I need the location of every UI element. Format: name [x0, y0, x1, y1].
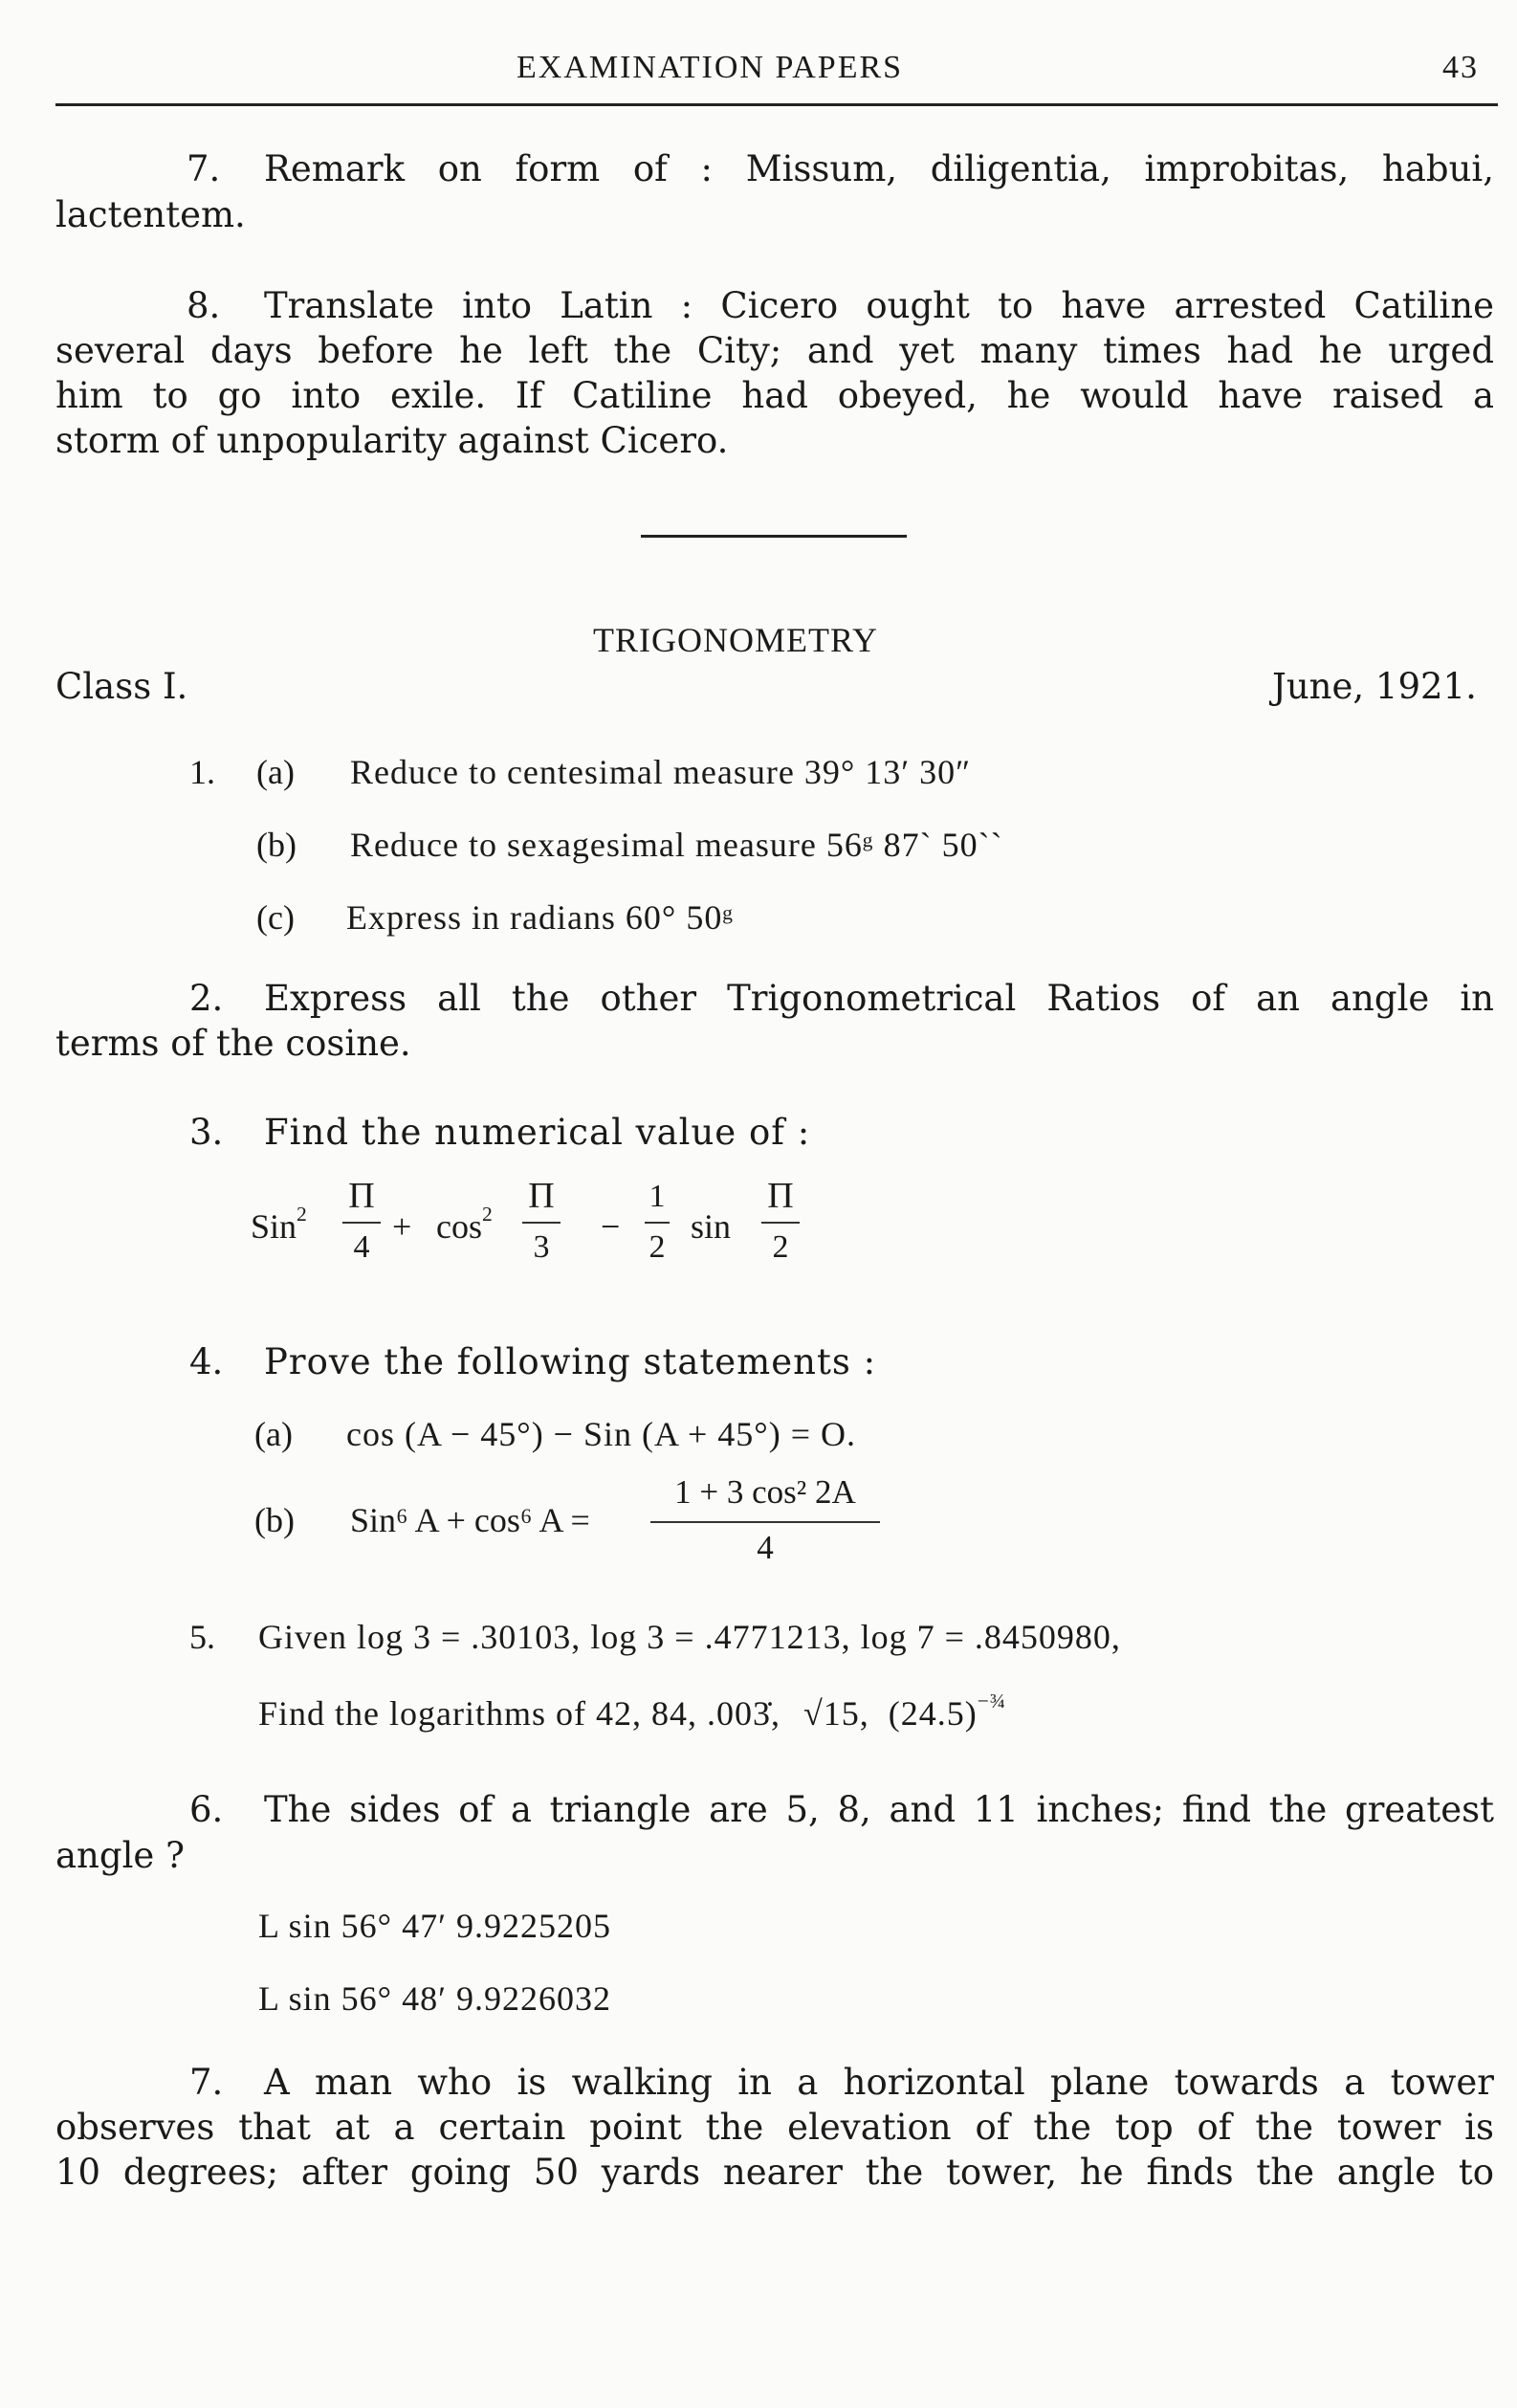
q6-table-row-1: L sin 56° 47′ 9.9225205	[258, 1907, 611, 1945]
page-number: 43	[1442, 50, 1479, 85]
q4-number: 4.	[189, 1341, 224, 1382]
q2-line2: terms of the cosine.	[55, 1023, 411, 1064]
q3-frac3-bar	[645, 1222, 670, 1224]
latin-q8-number: 8.	[187, 285, 221, 326]
q4-text: Prove the following statements :	[264, 1341, 877, 1382]
q4b-label: (b)	[254, 1501, 295, 1539]
latin-q8-line1: Translate into Latin : Cicero ought to have arrested Catiline	[264, 285, 1494, 326]
class-label: Class I.	[55, 666, 188, 707]
q3-cos-label: cos	[436, 1207, 482, 1246]
q3-number: 3.	[189, 1112, 224, 1153]
q2-number: 2.	[189, 978, 224, 1019]
q3-sin-term: sin	[691, 1207, 732, 1246]
q3-sin-label: Sin	[251, 1207, 297, 1246]
q2-line1: Express all the other Trigonometrical Ratios of an angle in	[264, 978, 1494, 1019]
latin-q8-line3: him to go into exile. If Catiline had obeyed, he would have raised a	[55, 375, 1494, 416]
q7-number: 7.	[189, 2062, 224, 2103]
q3-frac3-denominator: 2	[649, 1229, 666, 1265]
q5-given-line: Given log 3 = .30103, log 3 = .4771213, log 7 = .8450980,	[258, 1618, 1121, 1656]
q5-power-exponent: −¾	[977, 1690, 1007, 1712]
q5-number: 5.	[189, 1618, 215, 1656]
q4b-lhs: Sin⁶ A + cos⁶ A =	[350, 1501, 590, 1539]
q3-frac1-numerator: Π	[348, 1176, 375, 1216]
q3-frac3-numerator: 1	[649, 1179, 666, 1214]
q3-text: Find the numerical value of :	[264, 1112, 811, 1153]
section-divider	[641, 535, 907, 538]
q4a-label: (a)	[254, 1415, 293, 1453]
section-title: TRIGONOMETRY	[593, 621, 878, 659]
q1a-label: (a)	[256, 753, 295, 791]
q6-table-row-2: L sin 56° 48′ 9.9226032	[258, 1979, 611, 2018]
q4b-denominator: 4	[757, 1529, 774, 1566]
q3-frac1-bar	[342, 1222, 381, 1224]
q7-line1: A man who is walking in a horizontal plane towards a tower	[264, 2062, 1494, 2103]
q3-frac4-denominator: 2	[772, 1229, 789, 1265]
latin-q8-line2: several days before he left the City; and yet many times had he urged	[55, 330, 1494, 371]
header-rule	[55, 103, 1498, 106]
q6-line1: The sides of a triangle are 5, 8, and 11 inches; find the greatest	[264, 1789, 1494, 1830]
q3-frac1-denominator: 4	[353, 1229, 370, 1265]
q1-number: 1.	[189, 753, 215, 791]
latin-q8-line4: storm of unpopularity against Cicero.	[55, 420, 729, 461]
latin-q7-line1: Remark on form of : Missum, diligentia, improbitas, habui,	[264, 148, 1494, 189]
q4b-fraction-bar	[650, 1521, 880, 1523]
exam-date: June, 1921.	[1272, 666, 1477, 707]
q3-frac2-numerator: Π	[528, 1176, 555, 1216]
q5-power: (24.5)	[888, 1694, 978, 1733]
q5-root: √15,	[802, 1694, 869, 1733]
q1b-label: (b)	[256, 826, 297, 864]
q3-minus-sign: −	[601, 1207, 621, 1246]
q5-find-line	[258, 1690, 1007, 1734]
q3-frac4-bar	[761, 1222, 800, 1224]
latin-q7-number: 7.	[187, 148, 221, 189]
q1a-text: Reduce to centesimal measure 39° 13′ 30″	[350, 753, 972, 791]
q6-line2: angle ?	[55, 1835, 185, 1876]
latin-q7-line2: lactentem.	[55, 194, 246, 235]
q1c-label: (c)	[256, 898, 295, 937]
q3-plus-sign: +	[392, 1207, 412, 1246]
q6-number: 6.	[189, 1789, 224, 1830]
q3-cos-exponent: 2	[482, 1203, 493, 1226]
q7-line3: 10 degrees; after going 50 yards nearer the tower, he finds the angle to	[55, 2152, 1494, 2193]
q5-find-text: Find the logarithms of 42, 84, .003̇,	[258, 1694, 780, 1733]
q4a-text: cos (A − 45°) − Sin (A + 45°) = O.	[346, 1415, 856, 1453]
q1b-text: Reduce to sexagesimal measure 56ᵍ 87` 50``	[350, 826, 1003, 864]
q3-frac2-denominator: 3	[533, 1229, 550, 1265]
running-header-title: EXAMINATION PAPERS	[517, 50, 904, 85]
q7-line2: observes that at a certain point the elevation of the top of the tower is	[55, 2107, 1494, 2148]
q3-sin-exponent: 2	[297, 1203, 307, 1226]
q4b-numerator: 1 + 3 cos² 2A	[674, 1473, 856, 1511]
q3-frac2-bar	[522, 1222, 561, 1224]
q1c-text: Express in radians 60° 50ᵍ	[346, 898, 735, 937]
q3-frac4-numerator: Π	[767, 1176, 794, 1216]
